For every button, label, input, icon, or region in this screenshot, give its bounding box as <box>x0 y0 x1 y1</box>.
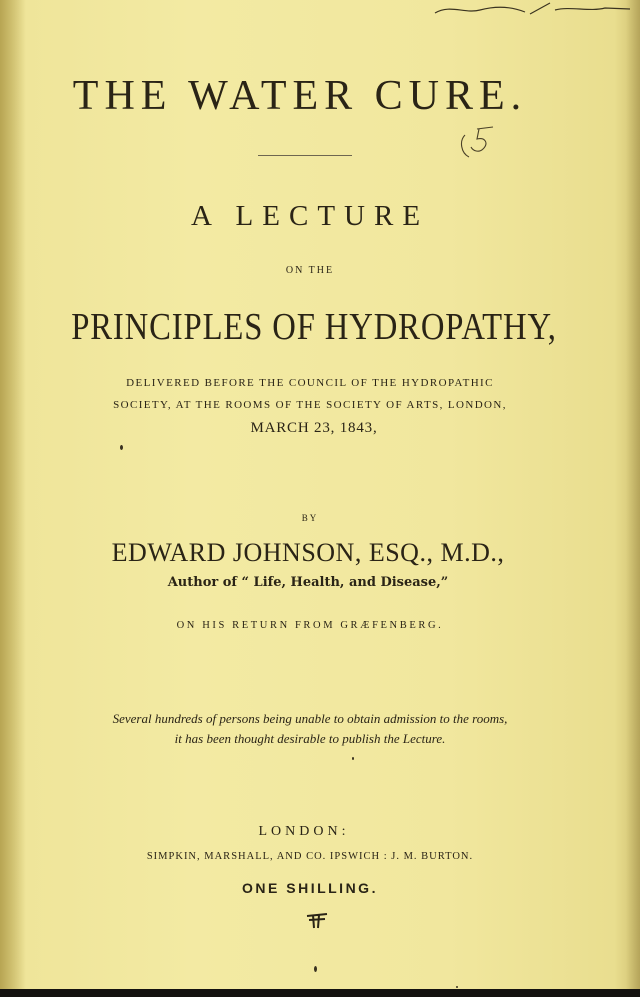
ink-speck <box>314 966 317 972</box>
handwritten-number-mark <box>455 125 500 161</box>
lecture-date: MARCH 23, 1843, <box>250 420 378 436</box>
ink-speck <box>352 757 354 760</box>
publication-note-line1: Several hundreds of persons being unable to obtain admission to the rooms, <box>112 711 508 726</box>
publishers: SIMPKIN, MARSHALL, AND CO. IPSWICH : J. M. BURTON. <box>146 851 474 862</box>
scan-bottom-edge <box>0 989 640 997</box>
author-credits: Author of “ Life, Health, and Disease,” <box>167 575 449 590</box>
handwritten-scrawl <box>430 2 635 16</box>
printer-ornament-icon <box>305 912 329 930</box>
by-text: BY <box>301 513 319 523</box>
binding-shadow <box>0 0 26 997</box>
on-the-text: ON THE <box>285 265 335 276</box>
return-note: ON HIS RETURN FROM GRÆFENBERG. <box>176 620 444 631</box>
page-edge-shadow <box>626 0 640 997</box>
lecture-topic: PRINCIPLES OF HYDROPATHY, <box>71 306 557 348</box>
title-rule <box>258 155 352 156</box>
ink-speck <box>456 986 458 988</box>
delivery-note-line2: SOCIETY, AT THE ROOMS OF THE SOCIETY OF ARTS, LONDON, <box>113 399 507 411</box>
publication-note-line2: it has been thought desirable to publish the Lecture. <box>174 731 446 746</box>
ink-speck <box>120 445 123 450</box>
subtitle: A LECTURE <box>190 200 430 232</box>
delivery-note-line1: DELIVERED BEFORE THE COUNCIL OF THE HYDROPATHIC <box>126 377 494 389</box>
book-title: THE WATER CURE. <box>72 73 528 119</box>
author-name: EDWARD JOHNSON, ESQ., M.D., <box>111 538 505 567</box>
publication-place: LONDON: <box>258 824 350 839</box>
price: ONE SHILLING. <box>242 880 378 896</box>
